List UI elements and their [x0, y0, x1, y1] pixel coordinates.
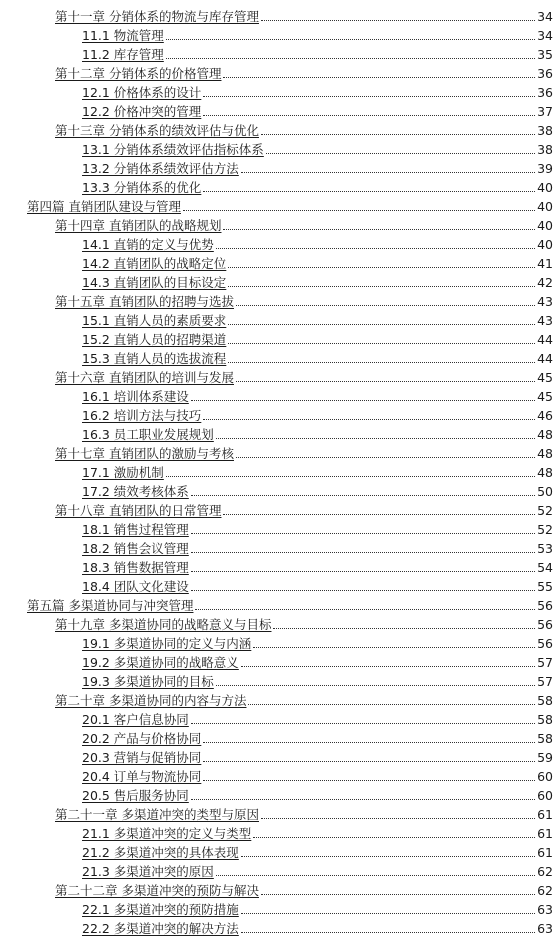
toc-entry-title[interactable]: 17.2 绩效考核体系	[82, 484, 189, 499]
toc-section-entry[interactable]	[0, 328, 557, 347]
toc-page-number: 43	[537, 313, 553, 328]
toc-page-number: 43	[537, 294, 553, 309]
toc-chapter-entry[interactable]	[0, 499, 557, 518]
toc-page-number: 58	[537, 693, 553, 708]
toc-entry-title[interactable]: 15.2 直销人员的招聘渠道	[82, 332, 227, 347]
toc-dot-leader	[183, 210, 535, 211]
toc-page-number: 42	[537, 275, 553, 290]
toc-page-number: 40	[537, 180, 553, 195]
toc-dot-leader	[203, 191, 535, 192]
toc-page-number: 55	[537, 579, 553, 594]
toc-dot-leader	[223, 229, 535, 230]
toc-section-entry[interactable]	[0, 100, 557, 119]
toc-dot-leader	[203, 96, 535, 97]
toc-page-number: 59	[537, 750, 553, 765]
toc-entry-title[interactable]: 19.1 多渠道协同的定义与内涵	[82, 636, 252, 651]
toc-entry-title[interactable]: 第十九章 多渠道协同的战略意义与目标	[55, 617, 272, 632]
toc-entry-title[interactable]: 第二十二章 多渠道冲突的预防与解决	[55, 883, 259, 898]
toc-entry-title[interactable]: 12.1 价格体系的设计	[82, 85, 202, 100]
toc-chapter-entry[interactable]	[0, 613, 557, 632]
toc-page-number: 45	[537, 389, 553, 404]
toc-page-number: 61	[537, 826, 553, 841]
toc-page-number: 52	[537, 503, 553, 518]
toc-page-number: 35	[537, 47, 553, 62]
toc-dot-leader	[216, 685, 535, 686]
toc-section-entry[interactable]	[0, 727, 557, 746]
toc-entry-title[interactable]: 19.3 多渠道协同的目标	[82, 674, 214, 689]
toc-section-entry[interactable]	[0, 917, 557, 936]
toc-section-entry[interactable]	[0, 138, 557, 157]
toc-entry-title[interactable]: 第二十一章 多渠道冲突的类型与原因	[55, 807, 259, 822]
toc-entry-title[interactable]: 16.1 培训体系建设	[82, 389, 189, 404]
toc-chapter-entry[interactable]	[0, 214, 557, 233]
toc-dot-leader	[191, 571, 535, 572]
toc-chapter-entry[interactable]	[0, 689, 557, 708]
toc-section-entry[interactable]	[0, 176, 557, 195]
toc-page-number: 45	[537, 370, 553, 385]
toc-entry-title[interactable]: 11.2 库存管理	[82, 47, 164, 62]
toc-dot-leader	[228, 362, 535, 363]
toc-page-number: 36	[537, 66, 553, 81]
toc-entry-title[interactable]: 16.3 员工职业发展规划	[82, 427, 214, 442]
toc-dot-leader	[228, 324, 535, 325]
toc-entry-title[interactable]: 14.1 直销的定义与优势	[82, 237, 214, 252]
toc-entry-title[interactable]: 第十四章 直销团队的战略规划	[55, 218, 222, 233]
toc-page-number: 62	[537, 883, 553, 898]
toc-page-number: 63	[537, 902, 553, 917]
toc-dot-leader	[228, 267, 535, 268]
toc-section-entry[interactable]	[0, 518, 557, 537]
toc-section-entry[interactable]	[0, 81, 557, 100]
toc-dot-leader	[261, 134, 535, 135]
toc-page-number: 60	[537, 769, 553, 784]
toc-entry-title[interactable]: 13.2 分销体系绩效评估方法	[82, 161, 239, 176]
toc-entry-title[interactable]: 第十七章 直销团队的激励与考核	[55, 446, 234, 461]
toc-dot-leader	[166, 476, 535, 477]
toc-section-entry[interactable]	[0, 860, 557, 879]
toc-page-number: 48	[537, 446, 553, 461]
toc-dot-leader	[241, 932, 535, 933]
toc-entry-title[interactable]: 21.1 多渠道冲突的定义与类型	[82, 826, 252, 841]
toc-entry-title[interactable]: 第十一章 分销体系的物流与库存管理	[55, 9, 259, 24]
toc-dot-leader	[191, 495, 535, 496]
toc-dot-leader	[266, 153, 535, 154]
toc-entry-title[interactable]: 第十二章 分销体系的价格管理	[55, 66, 222, 81]
toc-entry-title[interactable]: 第五篇 多渠道协同与冲突管理	[27, 598, 194, 613]
toc-dot-leader	[191, 590, 535, 591]
toc-section-entry[interactable]	[0, 746, 557, 765]
toc-entry-title[interactable]: 12.2 价格冲突的管理	[82, 104, 202, 119]
toc-entry-title[interactable]: 18.3 销售数据管理	[82, 560, 189, 575]
toc-page-number: 46	[537, 408, 553, 423]
toc-page-number: 50	[537, 484, 553, 499]
toc-page-number: 58	[537, 712, 553, 727]
toc-dot-leader	[241, 666, 535, 667]
toc-section-entry[interactable]	[0, 632, 557, 651]
toc-dot-leader	[228, 286, 535, 287]
toc-dot-leader	[191, 400, 535, 401]
toc-page-number: 56	[537, 598, 553, 613]
toc-dot-leader	[216, 875, 535, 876]
toc-section-entry[interactable]	[0, 708, 557, 727]
toc-dot-leader	[241, 856, 535, 857]
toc-chapter-entry[interactable]	[0, 803, 557, 822]
toc-dot-leader	[236, 381, 535, 382]
toc-page-number: 34	[537, 28, 553, 43]
toc-entry-title[interactable]: 第二十章 多渠道协同的内容与方法	[55, 693, 247, 708]
toc-page-number: 56	[537, 636, 553, 651]
toc-page-number: 41	[537, 256, 553, 271]
toc-dot-leader	[261, 894, 535, 895]
toc-part-entry[interactable]	[0, 594, 557, 613]
toc-section-entry[interactable]	[0, 24, 557, 43]
toc-dot-leader	[228, 343, 535, 344]
toc-dot-leader	[191, 799, 535, 800]
toc-entry-title[interactable]: 20.3 营销与促销协同	[82, 750, 202, 765]
toc-dot-leader	[261, 20, 535, 21]
toc-page-number: 52	[537, 522, 553, 537]
toc-entry-title[interactable]: 19.2 多渠道协同的战略意义	[82, 655, 239, 670]
toc-dot-leader	[253, 647, 535, 648]
toc-dot-leader	[166, 58, 535, 59]
toc-section-entry[interactable]	[0, 841, 557, 860]
toc-page-number: 58	[537, 731, 553, 746]
toc-dot-leader	[191, 552, 535, 553]
toc-entry-title[interactable]: 15.3 直销人员的选拔流程	[82, 351, 227, 366]
toc-page-number: 61	[537, 845, 553, 860]
toc-page-number: 56	[537, 617, 553, 632]
toc-page-number: 48	[537, 427, 553, 442]
toc-page-number: 48	[537, 465, 553, 480]
table-of-contents	[0, 5, 557, 936]
toc-dot-leader	[223, 514, 535, 515]
toc-page-number: 62	[537, 864, 553, 879]
toc-entry-title[interactable]: 21.3 多渠道冲突的原因	[82, 864, 214, 879]
toc-entry-title[interactable]: 22.2 多渠道冲突的解决方法	[82, 921, 239, 936]
toc-page-number: 40	[537, 237, 553, 252]
toc-dot-leader	[241, 913, 535, 914]
toc-page-number: 38	[537, 123, 553, 138]
toc-dot-leader	[166, 39, 535, 40]
toc-section-entry[interactable]	[0, 822, 557, 841]
toc-entry-title[interactable]: 20.5 售后服务协同	[82, 788, 189, 803]
toc-page-number: 60	[537, 788, 553, 803]
toc-entry-title[interactable]: 18.2 销售会议管理	[82, 541, 189, 556]
toc-dot-leader	[203, 115, 535, 116]
toc-dot-leader	[236, 305, 535, 306]
toc-section-entry[interactable]	[0, 480, 557, 499]
toc-entry-title[interactable]: 15.1 直销人员的素质要求	[82, 313, 227, 328]
toc-page-number: 44	[537, 351, 553, 366]
toc-dot-leader	[241, 172, 535, 173]
toc-section-entry[interactable]	[0, 423, 557, 442]
toc-chapter-entry[interactable]	[0, 442, 557, 461]
toc-page-number: 53	[537, 541, 553, 556]
toc-section-entry[interactable]	[0, 404, 557, 423]
toc-dot-leader	[191, 533, 535, 534]
toc-entry-title[interactable]: 21.2 多渠道冲突的具体表现	[82, 845, 239, 860]
toc-entry-title[interactable]: 18.1 销售过程管理	[82, 522, 189, 537]
toc-section-entry[interactable]	[0, 784, 557, 803]
toc-chapter-entry[interactable]	[0, 5, 557, 24]
toc-page-number: 37	[537, 104, 553, 119]
toc-page-number: 38	[537, 142, 553, 157]
toc-dot-leader	[191, 723, 535, 724]
toc-dot-leader	[203, 761, 535, 762]
toc-section-entry[interactable]	[0, 765, 557, 784]
toc-page-number: 57	[537, 655, 553, 670]
toc-dot-leader	[253, 837, 535, 838]
toc-entry-title[interactable]: 第十三章 分销体系的绩效评估与优化	[55, 123, 259, 138]
toc-entry-title[interactable]: 14.3 直销团队的目标设定	[82, 275, 227, 290]
toc-page-number: 61	[537, 807, 553, 822]
toc-section-entry[interactable]	[0, 575, 557, 594]
toc-dot-leader	[261, 818, 535, 819]
toc-section-entry[interactable]	[0, 556, 557, 575]
toc-dot-leader	[203, 419, 535, 420]
toc-entry-title[interactable]: 13.3 分销体系的优化	[82, 180, 202, 195]
toc-section-entry[interactable]	[0, 537, 557, 556]
toc-entry-title[interactable]: 20.1 客户信息协同	[82, 712, 189, 727]
toc-chapter-entry[interactable]	[0, 290, 557, 309]
toc-section-entry[interactable]	[0, 271, 557, 290]
toc-section-entry[interactable]	[0, 461, 557, 480]
toc-section-entry[interactable]	[0, 309, 557, 328]
toc-dot-leader	[236, 457, 535, 458]
toc-page-number: 57	[537, 674, 553, 689]
toc-entry-title[interactable]: 16.2 培训方法与技巧	[82, 408, 202, 423]
toc-page-number: 34	[537, 9, 553, 24]
toc-page-number: 40	[537, 218, 553, 233]
toc-page-number: 40	[537, 199, 553, 214]
toc-entry-title[interactable]: 17.1 激励机制	[82, 465, 164, 480]
toc-dot-leader	[273, 628, 535, 629]
toc-entry-title[interactable]: 第十六章 直销团队的培训与发展	[55, 370, 234, 385]
toc-dot-leader	[203, 780, 535, 781]
toc-chapter-entry[interactable]	[0, 119, 557, 138]
toc-entry-title[interactable]: 第四篇 直销团队建设与管理	[27, 199, 181, 214]
toc-entry-title[interactable]: 22.1 多渠道冲突的预防措施	[82, 902, 239, 917]
toc-section-entry[interactable]	[0, 651, 557, 670]
toc-section-entry[interactable]	[0, 252, 557, 271]
toc-page-number: 54	[537, 560, 553, 575]
toc-section-entry[interactable]	[0, 670, 557, 689]
toc-chapter-entry[interactable]	[0, 879, 557, 898]
toc-section-entry[interactable]	[0, 347, 557, 366]
toc-part-entry[interactable]	[0, 195, 557, 214]
toc-page-number: 39	[537, 161, 553, 176]
toc-chapter-entry[interactable]	[0, 366, 557, 385]
toc-chapter-entry[interactable]	[0, 62, 557, 81]
toc-page-number: 63	[537, 921, 553, 936]
toc-dot-leader	[216, 438, 535, 439]
toc-entry-title[interactable]: 20.2 产品与价格协同	[82, 731, 202, 746]
toc-page-number: 44	[537, 332, 553, 347]
toc-entry-title[interactable]: 13.1 分销体系绩效评估指标体系	[82, 142, 264, 157]
toc-entry-title[interactable]: 第十八章 直销团队的日常管理	[55, 503, 222, 518]
toc-entry-title[interactable]: 20.4 订单与物流协同	[82, 769, 202, 784]
toc-page-number: 36	[537, 85, 553, 100]
toc-entry-title[interactable]: 14.2 直销团队的战略定位	[82, 256, 227, 271]
toc-dot-leader	[248, 704, 535, 705]
toc-section-entry[interactable]	[0, 233, 557, 252]
toc-dot-leader	[203, 742, 535, 743]
toc-dot-leader	[223, 77, 535, 78]
toc-section-entry[interactable]	[0, 385, 557, 404]
toc-section-entry[interactable]	[0, 157, 557, 176]
toc-entry-title[interactable]: 11.1 物流管理	[82, 28, 164, 43]
toc-section-entry[interactable]	[0, 43, 557, 62]
toc-entry-title[interactable]: 18.4 团队文化建设	[82, 579, 189, 594]
toc-entry-title[interactable]: 第十五章 直销团队的招聘与选拔	[55, 294, 234, 309]
toc-dot-leader	[195, 609, 535, 610]
toc-dot-leader	[216, 248, 535, 249]
toc-section-entry[interactable]	[0, 898, 557, 917]
